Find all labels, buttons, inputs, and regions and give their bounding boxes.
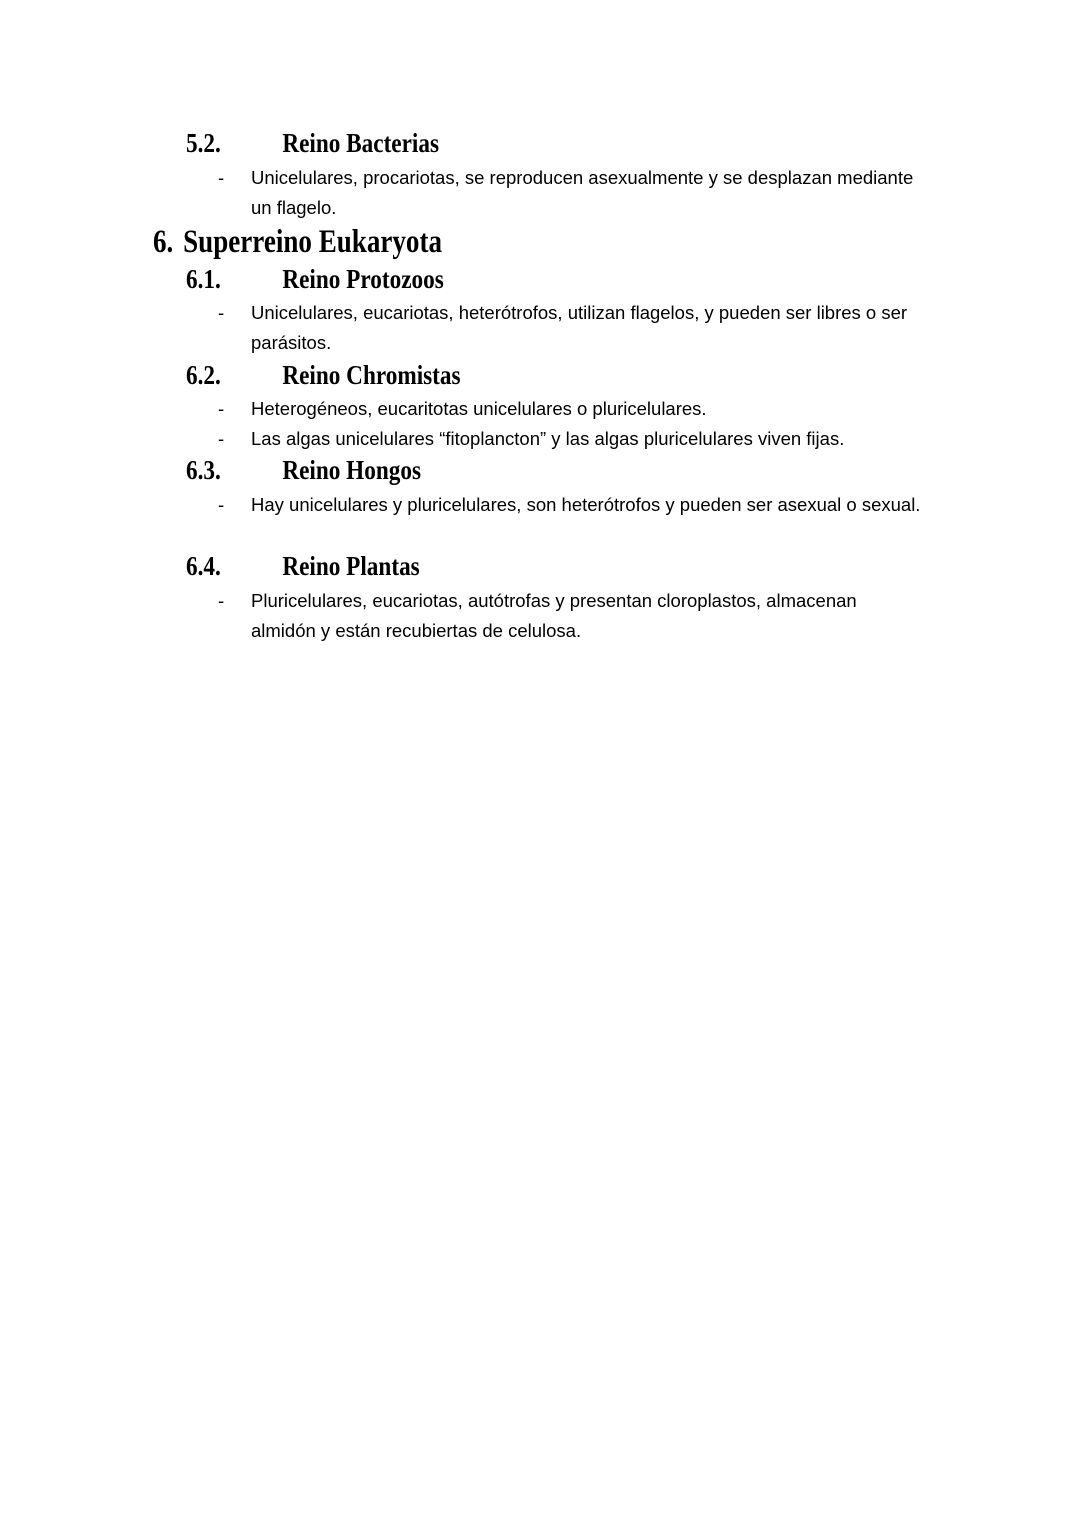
section-number: 6.4. [186,550,221,581]
bullet-marker: - [218,167,225,188]
section-heading-5-2 [186,123,439,163]
bullet-text: Unicelulares, eucariotas, heterótrofos, utilizan flagelos, y pueden ser libres o ser parásitos. [251,302,908,353]
section-title: Reino Plantas [282,550,420,581]
main-heading-6 [153,220,442,264]
section-number: 6.2. [186,359,221,390]
section-title: Reino Bacterias [282,127,440,158]
bullet-text: Las algas unicelulares “fitoplancton” y las algas pluricelulares viven fijas. [251,428,845,449]
section-heading-6-4 [186,546,420,586]
bullet-marker: - [218,428,225,449]
bullet-text: Unicelulares, procariotas, se reproducen asexualmente y se desplazan mediante un flagelo. [251,167,914,218]
section-number: 6.3. [186,454,221,485]
section-title: Reino Hongos [282,454,422,485]
section-heading-6-1 [186,259,444,299]
section-title: Reino Protozoos [282,263,444,294]
section-number: 6.1. [186,263,221,294]
main-heading-number: 6. [153,223,174,260]
bullet-marker: - [218,302,225,323]
section-number: 5.2. [186,127,221,158]
section-heading-6-2 [186,355,461,395]
section-heading-6-3 [186,450,421,490]
bullet-text: Heterogéneos, eucaritotas unicelulares o pluricelulares. [251,398,707,419]
bullet-text: Pluricelulares, eucariotas, autótrofas y presentan cloroplastos, almacenan almidón y están recubiertas de celulosa. [251,590,857,641]
bullet-marker: - [218,590,225,611]
main-heading-title: Superreino Eukaryota [183,223,442,260]
section-title: Reino Chromistas [282,359,461,390]
bullet-text: Hay unicelulares y pluricelulares, son heterótrofos y pueden ser asexual o sexual. [251,494,921,515]
bullet-marker: - [218,398,225,419]
bullet-marker: - [218,494,225,515]
